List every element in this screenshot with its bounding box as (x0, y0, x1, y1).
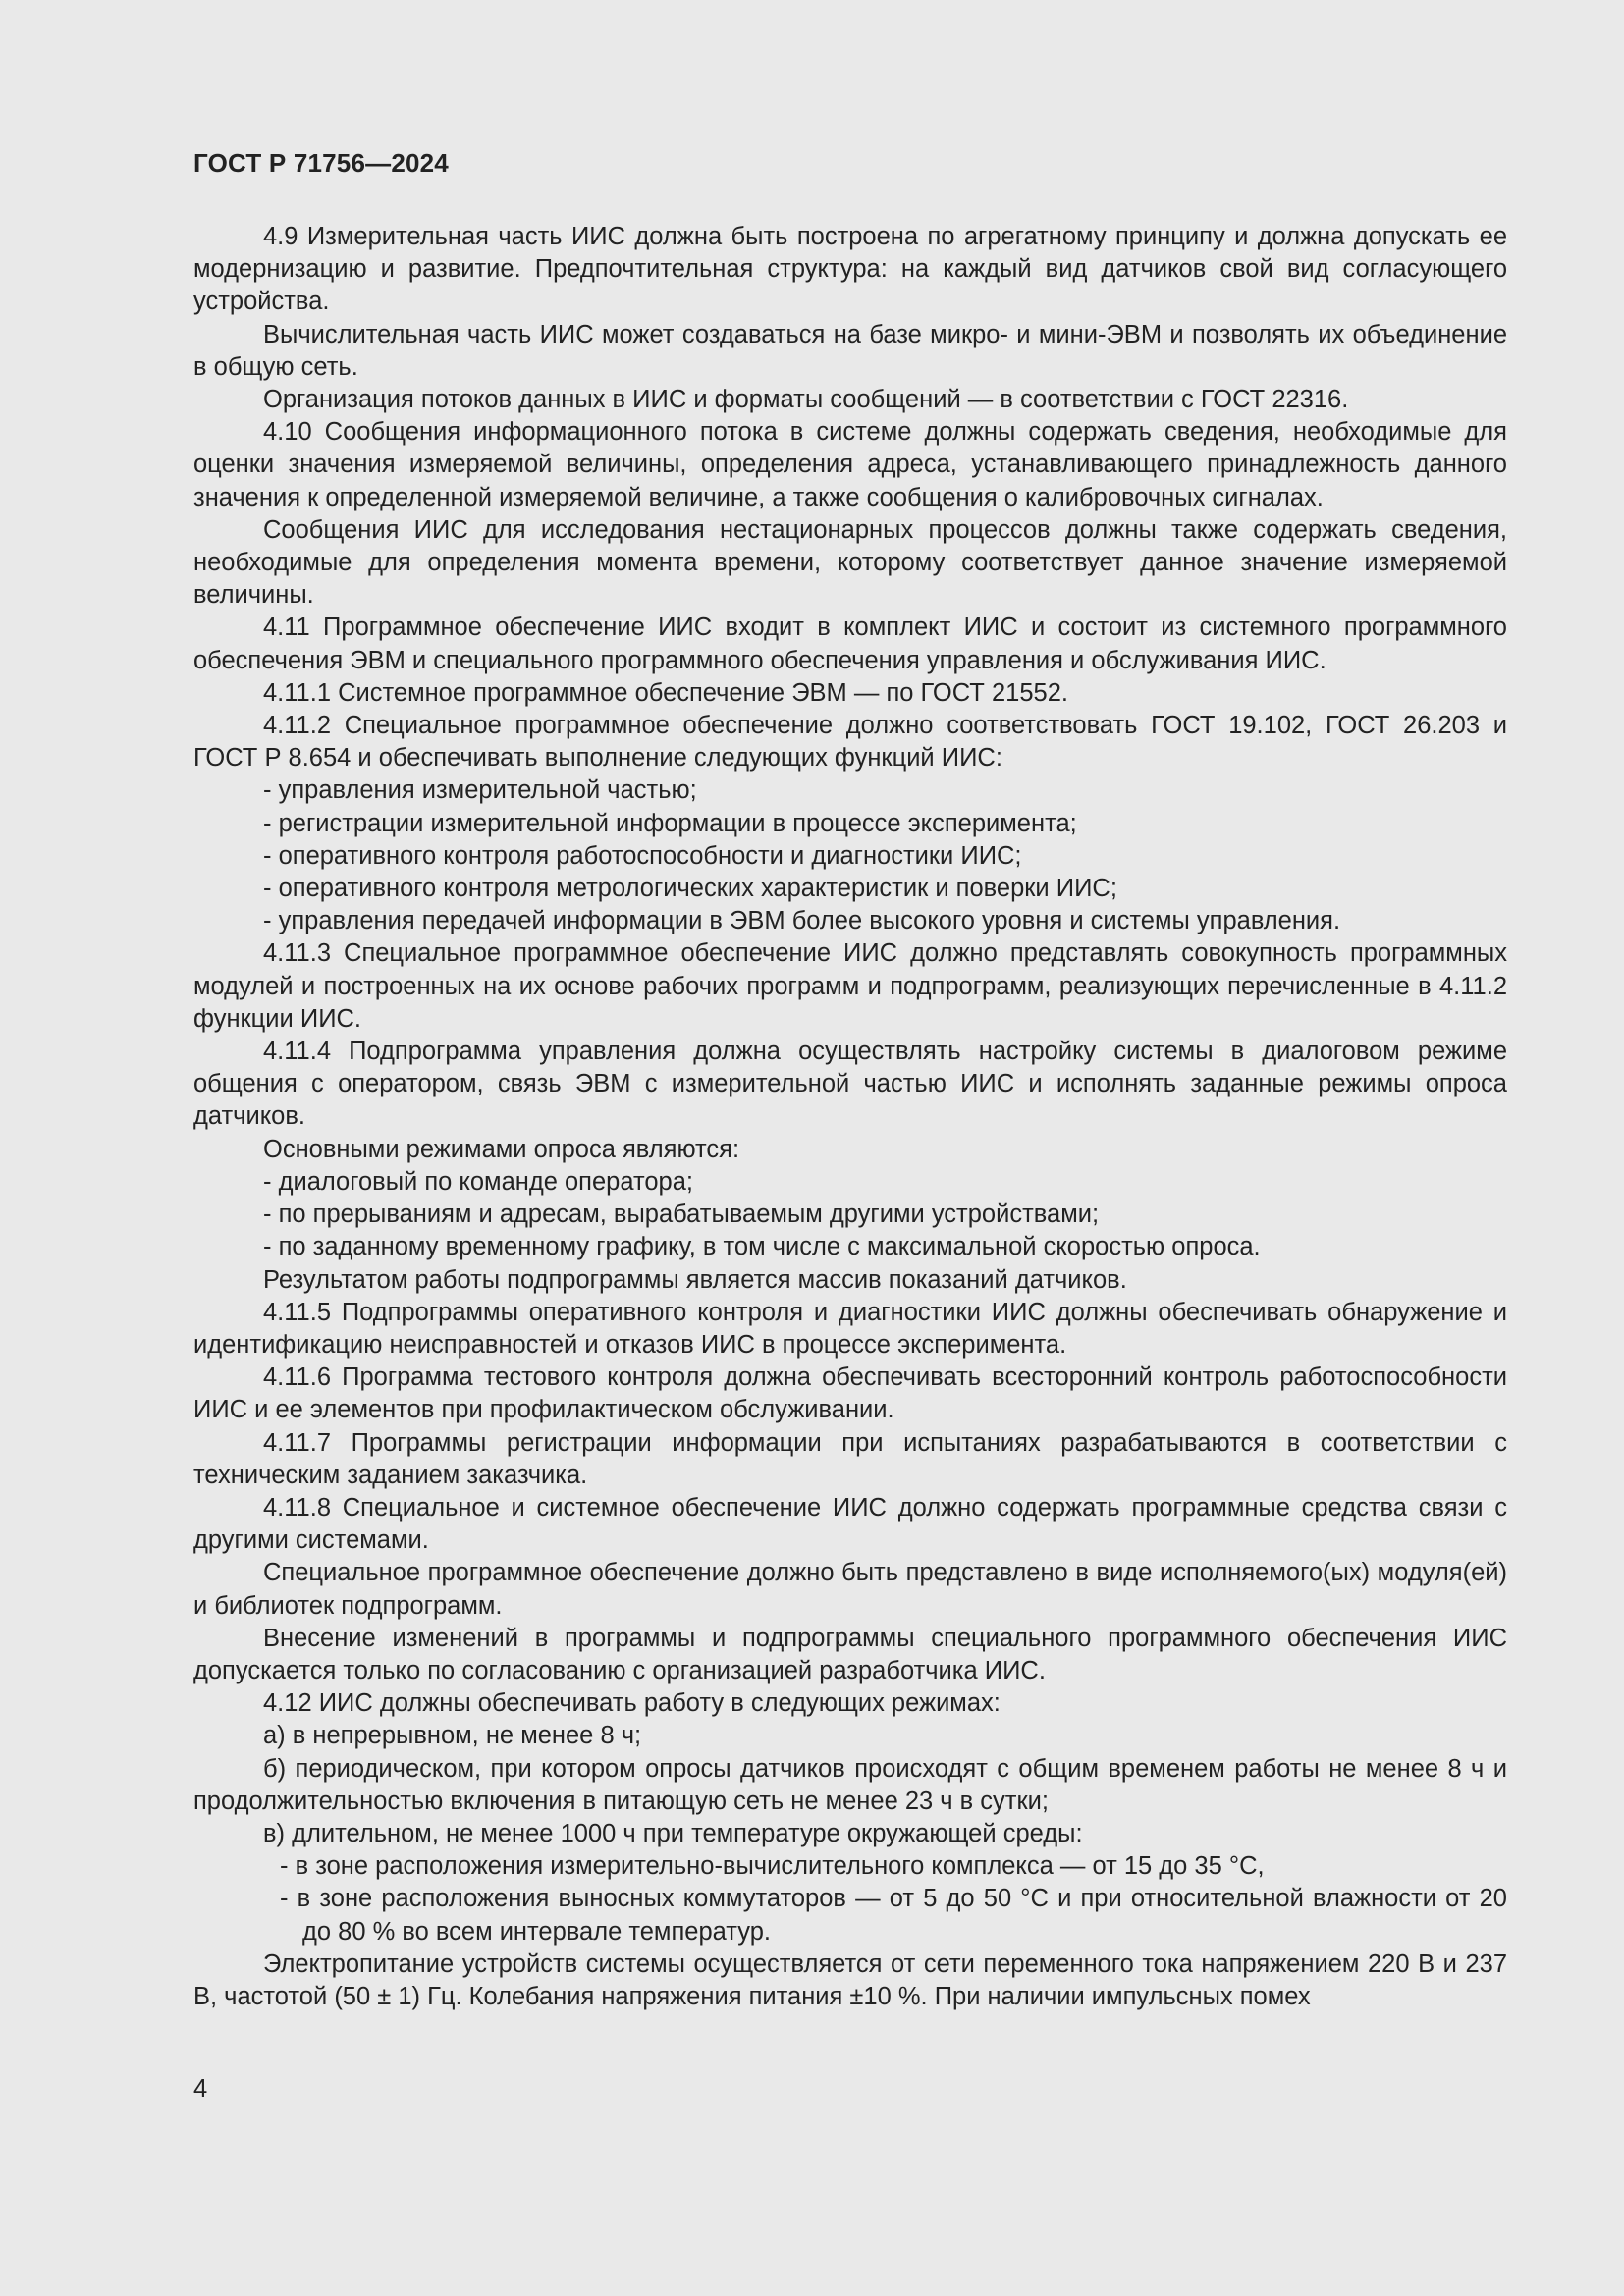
list-item: в) длительном, не менее 1000 ч при температуре окружающей среды: (263, 1819, 1083, 1847)
paragraph: Электропитание устройств системы осуществляется от сети переменного тока напряжением 220 В и 237 В, частотой (50 ± 1) Гц. Колебания напряжения питания ±10 %. При наличии импульсных помех (193, 1949, 1507, 2010)
paragraph: 4.11.3 Специальное программное обеспечение ИИС должно представлять совокупность программных модулей и построенных на их основе рабочих программ и подпрограмм, реализующих перечисленные в 4.11.2 функции ИИС. (193, 939, 1507, 1033)
paragraph: Специальное программное обеспечение должно быть представлено в виде исполняемого(ых) модуля(ей) и библиотек подпрограмм. (193, 1559, 1507, 1620)
document-body (193, 221, 1507, 2013)
sub-list-item: - в зоне расположения выносных коммутаторов — от 5 до 50 °С и при относительной влажности от 20 до 80 % во всем интервале температур. (280, 1885, 1507, 1946)
document-header: ГОСТ Р 71756—2024 (193, 148, 449, 178)
paragraph: 4.11.7 Программы регистрации информации при испытаниях разрабатываются в соответствии с техническим заданием заказчика. (193, 1428, 1507, 1489)
paragraph: 4.11.2 Специальное программное обеспечение должно соответствовать ГОСТ 19.102, ГОСТ 26.203 и ГОСТ Р 8.654 и обеспечивать выполнение следующих функций ИИС: (193, 712, 1507, 773)
paragraph: 4.11.5 Подпрограммы оперативного контроля и диагностики ИИС должны обеспечивать обнаружение и идентификацию неисправностей и отказов ИИС в процессе эксперимента. (193, 1298, 1507, 1359)
paragraph: Основными режимами опроса являются: (263, 1135, 740, 1163)
list-item: - управления передачей информации в ЭВМ более высокого уровня и системы управления. (263, 907, 1341, 935)
list-item: а) в непрерывном, не менее 8 ч; (263, 1722, 642, 1750)
list-item: - по заданному временному графику, в том числе с максимальной скоростью опроса. (263, 1233, 1261, 1261)
paragraph: Организация потоков данных в ИИС и форматы сообщений — в соответствии с ГОСТ 22316. (263, 386, 1349, 414)
list-item: - оперативного контроля работоспособности и диагностики ИИС; (263, 841, 1022, 870)
paragraph: 4.11.4 Подпрограмма управления должна осуществлять настройку системы в диалоговом режиме общения с оператором, связь ЭВМ с измерительной частью ИИС и исполнять заданные режимы опроса датчиков. (193, 1038, 1507, 1131)
paragraph: Сообщения ИИС для исследования нестационарных процессов должны также содержать сведения, необходимые для определения момента времени, которому соответствует данное значение измеряемой величины. (193, 515, 1507, 610)
list-item: - по прерываниям и адресам, вырабатываемым другими устройствами; (263, 1201, 1100, 1229)
sub-list-item: - в зоне расположения измерительно-вычислительного комплекса — от 15 до 35 °С, (280, 1852, 1265, 1881)
paragraph: 4.10 Сообщения информационного потока в системе должны содержать сведения, необходимые для оценки значения измеряемой величины, определения адреса, устанавливающего принадлежность данного значения к определенной измеряемой величине, а также сообщения о калибровочных сигналах. (193, 418, 1507, 511)
paragraph: 4.11.1 Системное программное обеспечение ЭВМ — по ГОСТ 21552. (263, 678, 1068, 707)
list-item: - регистрации измерительной информации в процессе эксперимента; (263, 809, 1077, 837)
list-item: - диалоговый по команде оператора; (263, 1167, 693, 1196)
page-number: 4 (193, 2075, 208, 2103)
paragraph: 4.12 ИИС должны обеспечивать работу в следующих режимах: (263, 1689, 1001, 1718)
list-item: - управления измерительной частью; (263, 776, 697, 805)
paragraph: Результатом работы подпрограммы является массив показаний датчиков. (263, 1265, 1127, 1294)
paragraph: 4.9 Измерительная часть ИИС должна быть построена по агрегатному принципу и должна допускать ее модернизацию и развитие. Предпочтительная структура: на каждый вид датчиков свой вид согласующего устройства. (193, 223, 1507, 316)
paragraph: 4.11.6 Программа тестового контроля должна обеспечивать всесторонний контроль работоспособности ИИС и ее элементов при профилактическом обслуживании. (193, 1363, 1507, 1424)
list-item: - оперативного контроля метрологических характеристик и поверки ИИС; (263, 875, 1117, 903)
paragraph: 4.11 Программное обеспечение ИИС входит в комплект ИИС и состоит из системного программного обеспечения ЭВМ и специального программного обеспечения управления и обслуживания ИИС. (193, 614, 1507, 674)
list-item: б) периодическом, при котором опросы датчиков происходят с общим временем работы не менее 8 ч и продолжительностью включения в питающую сеть не менее 23 ч в сутки; (193, 1754, 1507, 1815)
paragraph: Вычислительная часть ИИС может создаваться на базе микро- и мини-ЭВМ и позволять их объединение в общую сеть. (193, 320, 1507, 381)
paragraph: Внесение изменений в программы и подпрограммы специального программного обеспечения ИИС допускается только по согласованию с организацией разработчика ИИС. (193, 1624, 1507, 1684)
paragraph: 4.11.8 Специальное и системное обеспечение ИИС должно содержать программные средства связи с другими системами. (193, 1493, 1507, 1555)
